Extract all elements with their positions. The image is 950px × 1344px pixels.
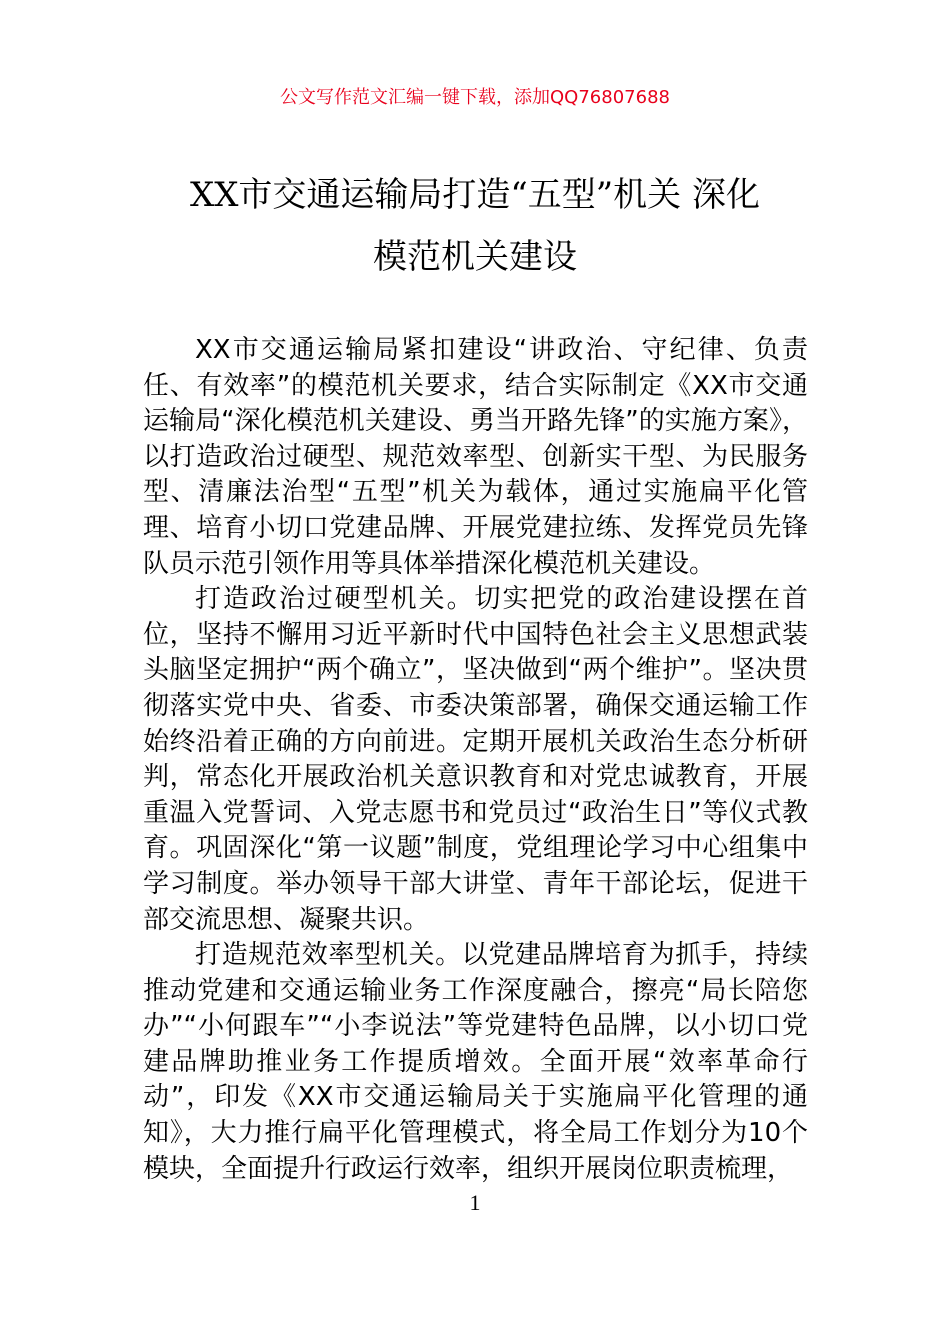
paragraph-political: 打造政治过硬型机关。切实把党的政治建设摆在首位，坚持不懈用习近平新时代中国特色社会主义思想武装头脑坚定拥护“两个确立”，坚决做到“两个维护”。坚决贯彻落实党中央、省委、市委决策部署，确保交通运输工作始终沿着正确的方向前进。定期开展机关政治生态分析研判，常态化开展政治机关意识教育和对党忠诚教育，开展重温入党誓词、入党志愿书和党员过“政治生日”等仪式教育。巩固深化“第一议题”制度，党组理论学习中心组集中学习制度。举办领导干部大讲堂、青年干部论坛，促进干部交流思想、凝聚共识。 xyxy=(143,584,808,935)
document-title xyxy=(140,164,810,288)
page-number: 1 xyxy=(469,1190,481,1215)
document-body xyxy=(143,333,808,1187)
paragraph-intro: XX市交通运输局紧扣建设“讲政治、守纪律、负责任、有效率”的模范机关要求，结合实际制定《XX市交通运输局“深化模范机关建设、勇当开路先锋”的实施方案》，以打造政治过硬型、规范效率型、创新实干型、为民服务型、清廉法治型“五型”机关为载体，通过实施扁平化管理、培育小切口党建品牌、开展党建拉练、发挥党员先锋队员示范引领作用等具体举措深化模范机关建设。 xyxy=(143,335,808,579)
title-line-1: XX市交通运输局打造“五型”机关 深化 xyxy=(190,175,760,215)
paragraph-efficiency: 打造规范效率型机关。以党建品牌培育为抓手，持续推动党建和交通运输业务工作深度融合，擦亮“局长陪您办”“小何跟车”“小李说法”等党建特色品牌，以小切口党建品牌助推业务工作提质增效。全面开展“效率革命行动”，印发《XX市交通运输局关于实施扁平化管理的通知》，大力推行扁平化管理模式，将全局工作划分为10个模块，全面提升行政运行效率，组织开展岗位职责梳理， xyxy=(143,940,808,1184)
title-line-2: 模范机关建设 xyxy=(373,237,577,277)
watermark-header: 公文写作范文汇编一键下载，添加QQ76807688 xyxy=(280,87,670,108)
